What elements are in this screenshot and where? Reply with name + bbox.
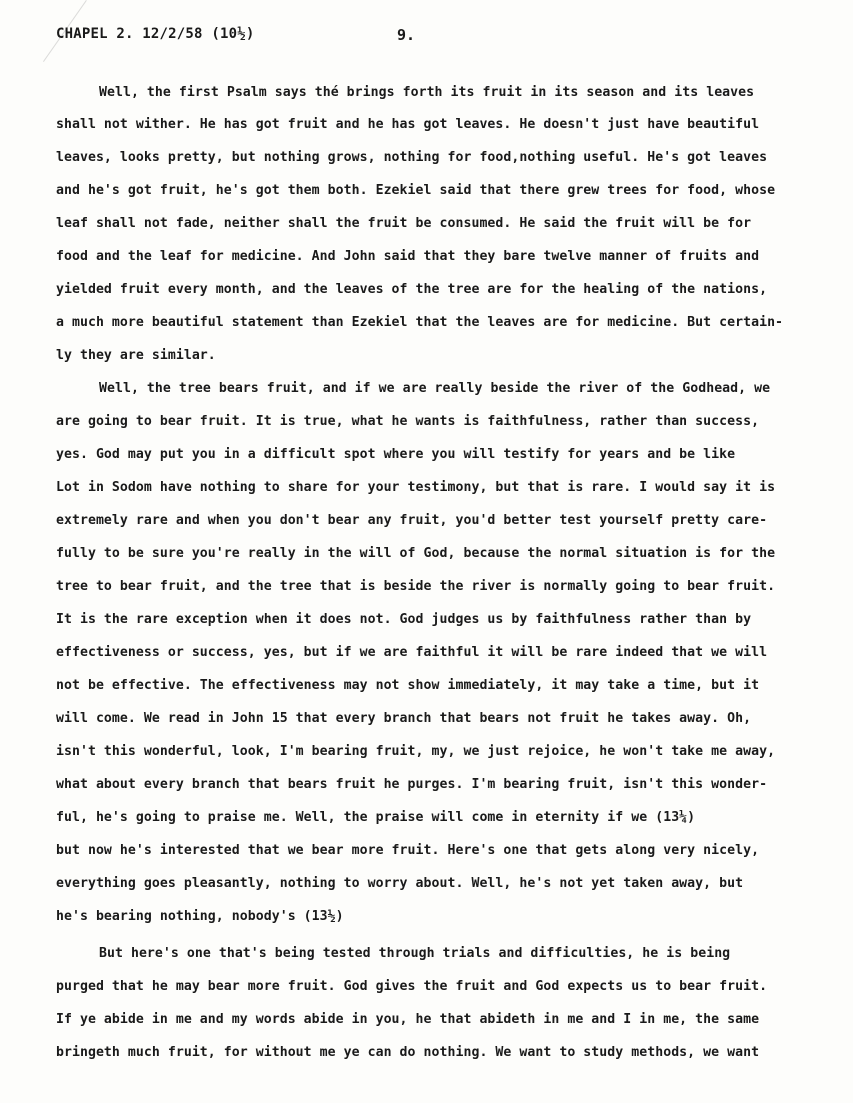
text-line: will come. We read in John 15 that every branch that bears not fruit he takes away. Oh, (56, 711, 752, 726)
text-line: ly they are similar. (56, 348, 216, 363)
document-header: CHAPEL 2. 12/2/58 (10½) (56, 26, 255, 42)
text-line: and he's got fruit, he's got them both. Ezekiel said that there grew trees for food, whose (56, 183, 776, 198)
text-line: what about every branch that bears fruit he purges. I'm bearing fruit, isn't this wonder- (56, 777, 768, 792)
text-line: It is the rare exception when it does not. God judges us by faithfulness rather than by (56, 612, 752, 627)
text-line: not be effective. The effectiveness may not show immediately, it may take a time, but it (56, 678, 760, 693)
text-line: isn't this wonderful, look, I'm bearing fruit, my, we just rejoice, he won't take me away, (56, 744, 776, 759)
text-line: effectiveness or success, yes, but if we are faithful it will be rare indeed that we will (56, 645, 768, 660)
text-line: Lot in Sodom have nothing to share for your testimony, but that is rare. I would say it is (56, 480, 776, 495)
text-line: he's bearing nothing, nobody's (13½) (56, 909, 344, 924)
text-line: Well, the tree bears fruit, and if we are really beside the river of the Godhead, we (99, 381, 771, 396)
text-line: But here's one that's being tested through trials and difficulties, he is being (99, 946, 731, 961)
page-number: 9. (397, 26, 416, 44)
text-line: Well, the first Psalm says thé brings forth its fruit in its season and its leaves (99, 85, 755, 100)
text-line: tree to bear fruit, and the tree that is beside the river is normally going to bear fruit. (56, 579, 776, 594)
text-line: extremely rare and when you don't bear any fruit, you'd better test yourself pretty care- (56, 513, 768, 528)
text-line: but now he's interested that we bear more fruit. Here's one that gets along very nicely, (56, 843, 760, 858)
text-line: shall not wither. He has got fruit and he has got leaves. He doesn't just have beautiful (56, 117, 760, 132)
text-line: yielded fruit every month, and the leaves of the tree are for the healing of the nations, (56, 282, 768, 297)
text-line: purged that he may bear more fruit. God gives the fruit and God expects us to bear fruit. (56, 979, 768, 994)
text-line: a much more beautiful statement than Ezekiel that the leaves are for medicine. But certain- (56, 315, 784, 330)
text-line: leaf shall not fade, neither shall the fruit be consumed. He said the fruit will be for (56, 216, 752, 231)
text-line: everything goes pleasantly, nothing to worry about. Well, he's not yet taken away, but (56, 876, 744, 891)
text-line: bringeth much fruit, for without me ye can do nothing. We want to study methods, we want (56, 1045, 760, 1060)
text-line: leaves, looks pretty, but nothing grows, nothing for food,nothing useful. He's got leaves (56, 150, 768, 165)
text-line: food and the leaf for medicine. And John said that they bare twelve manner of fruits and (56, 249, 760, 264)
text-line: If ye abide in me and my words abide in you, he that abideth in me and I in me, the same (56, 1012, 760, 1027)
text-line: fully to be sure you're really in the will of God, because the normal situation is for the (56, 546, 776, 561)
text-line: ful, he's going to praise me. Well, the praise will come in eternity if we (13¼) (56, 810, 696, 825)
text-line: are going to bear fruit. It is true, what he wants is faithfulness, rather than success, (56, 414, 760, 429)
text-line: yes. God may put you in a difficult spot where you will testify for years and be like (56, 447, 736, 462)
